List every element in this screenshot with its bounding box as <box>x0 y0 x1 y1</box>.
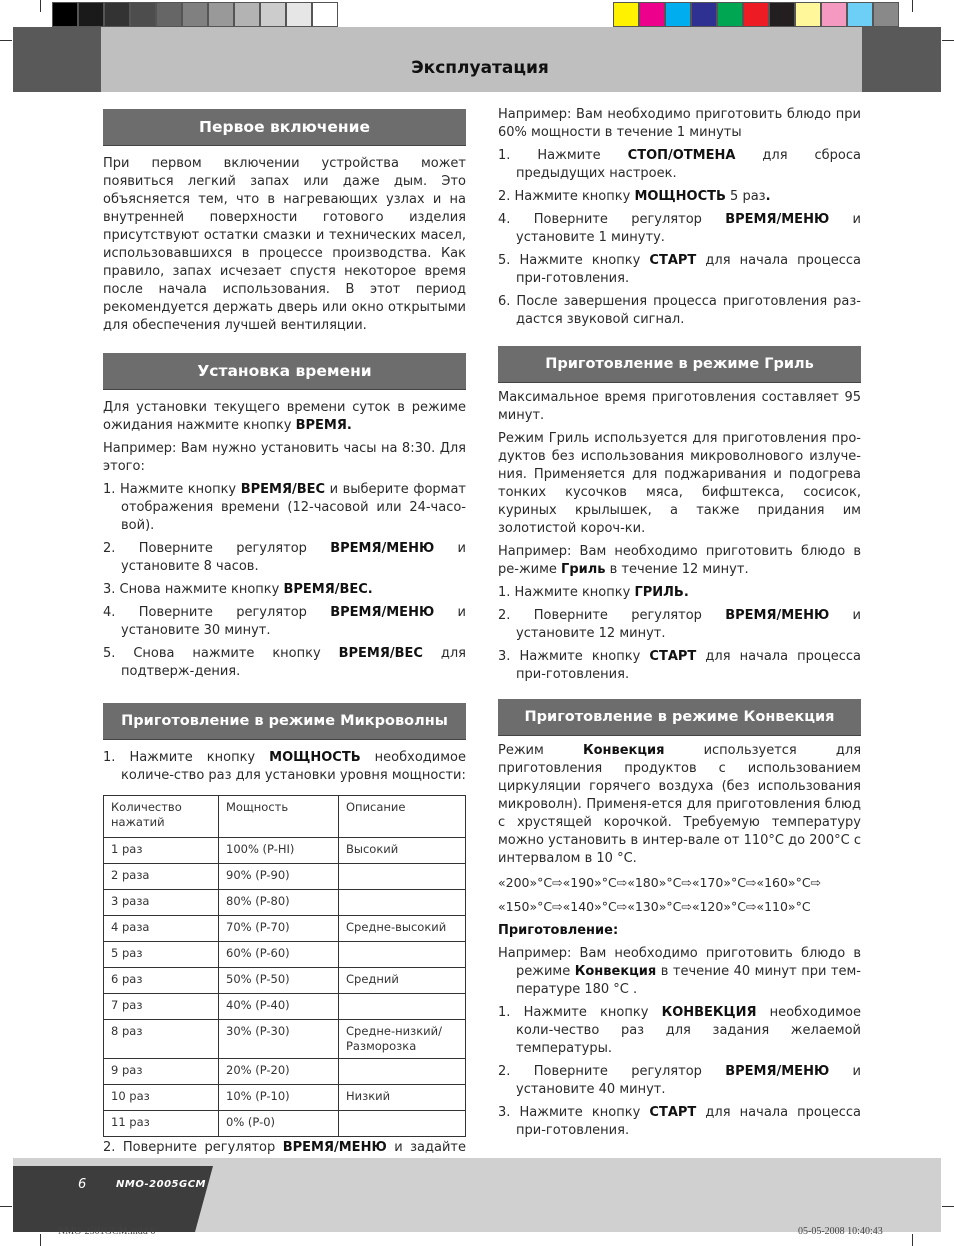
color-swatch <box>821 2 847 27</box>
microwave-example: Например: Вам необходимо приготовить блюдо при 60% мощности в течение 1 минуты <box>498 107 861 140</box>
crop-mark <box>942 1206 954 1207</box>
gray-swatch <box>312 2 338 27</box>
table-row <box>104 942 466 968</box>
temperature-sequence-2: «150»°С⇨«140»°С⇨«130»°С⇨«120»°С⇨«110»°С <box>498 899 811 914</box>
table-row <box>104 994 466 1020</box>
convection-step-1: 1. Нажмите кнопку КОНВЕКЦИЯ необходимое коли-чество раз для задания желаемой температуры. <box>498 1005 861 1056</box>
table-row <box>104 1059 466 1085</box>
table-cell: 70% (P-70) <box>219 916 339 942</box>
table-header-cell: Мощность <box>219 796 339 838</box>
footer-accent <box>13 1166 213 1232</box>
time-intro: Для установки текущего времени суток в режиме ожидания нажмите кнопку ВРЕМЯ. <box>103 400 466 433</box>
gray-swatch <box>130 2 156 27</box>
gray-swatch <box>182 2 208 27</box>
file-name: NMO-2501GCM.indd 6 <box>58 1226 156 1237</box>
grill-step-3: 3. Нажмите кнопку СТАРТ для начала процесса при-готовления. <box>498 649 861 682</box>
crop-mark <box>40 0 41 12</box>
first-use-text: При первом включении устройства может появиться легкий запах или даже дым. Это объясняется тем, что в нагревающих узлах и на внутренней поверхности готового изделия присутствуют остатки смазки и технических масел, использовавшихся в процессе производства. Как правило, запах исчезает спустя некоторое время после начала использования. В этот период рекомендуется держать дверь или окно открытыми для обеспечения лучшей вентиляции. <box>103 156 466 333</box>
table-row <box>104 1020 466 1059</box>
table-row <box>104 1111 466 1137</box>
temperature-sequence-1: «200»°С⇨«190»°С⇨«180»°С⇨«170»°С⇨«160»°С⇨ <box>498 875 822 890</box>
gray-swatch <box>286 2 312 27</box>
table-row <box>104 864 466 890</box>
table-cell: 100% (P-HI) <box>219 838 339 864</box>
table-cell: 11 раз <box>104 1111 219 1137</box>
gray-swatch <box>208 2 234 27</box>
footer-bar <box>13 1158 941 1166</box>
table-cell: 5 раз <box>104 942 219 968</box>
section-heading-first-use: Первое включение <box>103 109 466 146</box>
table-cell: Средний <box>339 968 466 994</box>
time-example: Например: Вам нужно установить часы на 8:30. Для этого: <box>103 441 466 474</box>
table-cell: 9 раз <box>104 1059 219 1085</box>
crop-mark <box>942 40 954 41</box>
crop-mark <box>912 0 913 12</box>
section-heading-time-setting: Установка времени <box>103 353 466 390</box>
table-header-cell: Описание <box>339 796 466 838</box>
right-column <box>498 106 861 1145</box>
page-number: 6 <box>78 1177 87 1192</box>
crop-mark <box>0 1206 12 1207</box>
table-cell: 40% (P-40) <box>219 994 339 1020</box>
table-cell: 50% (P-50) <box>219 968 339 994</box>
table-cell: 60% (P-60) <box>219 942 339 968</box>
grill-example: Например: Вам необходимо приготовить блюдо в ре-жиме Гриль в течение 12 минут. <box>498 544 861 577</box>
table-header-cell: Количество нажатий <box>104 796 219 838</box>
convection-step-3: 3. Нажмите кнопку СТАРТ для начала процесса при-готовления. <box>498 1105 861 1138</box>
table-cell: 0% (P-0) <box>219 1111 339 1137</box>
color-swatch <box>665 2 691 27</box>
header-accent-left <box>13 27 101 92</box>
page-title: Эксплуатация <box>411 58 549 78</box>
table-cell: Высокий <box>339 838 466 864</box>
crop-mark <box>912 1234 913 1246</box>
time-step-4: 4. Поверните регулятор ВРЕМЯ/МЕНЮ и установите 30 минут. <box>103 605 466 638</box>
microwave-example-step-2: 2. Нажмите кнопку МОЩНОСТЬ 5 раз. <box>498 189 771 204</box>
gray-swatch <box>260 2 286 27</box>
table-row <box>104 838 466 864</box>
crop-mark <box>0 40 12 41</box>
color-swatch <box>795 2 821 27</box>
table-row <box>104 1085 466 1111</box>
time-step-5: 5. Снова нажмите кнопку ВРЕМЯ/ВЕС для подтверж-дения. <box>103 646 466 679</box>
table-cell: 3 раза <box>104 890 219 916</box>
convection-example: Например: Вам необходимо приготовить блюдо в режиме Конвекция в течение 40 минут при тем-пературе 180 °С . <box>498 946 861 997</box>
table-row <box>104 890 466 916</box>
microwave-example-step-5: 5. Нажмите кнопку СТАРТ для начала процесса при-готовления. <box>498 253 861 286</box>
grill-description: Режим Гриль используется для приготовления про-дуктов без использования микроволнового излуче-ния. Применяется для поджаривания и подогрева тонких кусочков мяса, бифштекса, сосисок, куриных крылышек, а также придания им золотистой короч-ки. <box>498 431 861 536</box>
power-levels-table <box>103 795 466 1137</box>
table-cell: 1 раз <box>104 838 219 864</box>
gray-swatch <box>234 2 260 27</box>
table-cell: 10 раз <box>104 1085 219 1111</box>
table-header-row <box>104 796 466 838</box>
table-cell: 7 раз <box>104 994 219 1020</box>
grill-step-2: 2. Поверните регулятор ВРЕМЯ/МЕНЮ и установите 12 минут. <box>498 608 861 641</box>
footer-panel <box>195 1166 941 1232</box>
table-cell: 8 раз <box>104 1020 219 1059</box>
time-step-2: 2. Поверните регулятор ВРЕМЯ/МЕНЮ и установите 8 часов. <box>103 541 466 574</box>
left-column <box>103 109 466 1180</box>
convection-step-2: 2. Поверните регулятор ВРЕМЯ/МЕНЮ и установите 40 минут. <box>498 1064 861 1097</box>
table-cell <box>339 864 466 890</box>
table-cell: 10% (P-10) <box>219 1085 339 1111</box>
microwave-example-step-4: 4. Поверните регулятор ВРЕМЯ/МЕНЮ и установите 1 минуту. <box>498 212 861 245</box>
print-date: 05-05-2008 10:40:43 <box>798 1226 883 1237</box>
table-cell: 4 раза <box>104 916 219 942</box>
time-step-3: 3. Снова нажмите кнопку ВРЕМЯ/ВЕС. <box>103 582 373 597</box>
color-swatch <box>691 2 717 27</box>
table-row <box>104 916 466 942</box>
table-cell <box>339 1111 466 1137</box>
gray-swatch <box>78 2 104 27</box>
grill-step-1: 1. Нажмите кнопку ГРИЛЬ. <box>498 585 689 600</box>
table-cell: 2 раза <box>104 864 219 890</box>
color-swatch <box>873 2 899 27</box>
color-swatch <box>769 2 795 27</box>
color-swatch <box>743 2 769 27</box>
table-cell: 20% (P-20) <box>219 1059 339 1085</box>
microwave-step-2: 2. Поверните регулятор ВРЕМЯ/МЕНЮ и задайте <box>103 1140 466 1155</box>
color-swatch <box>639 2 665 27</box>
color-swatch <box>847 2 873 27</box>
table-cell <box>339 1059 466 1085</box>
table-cell: 90% (P-90) <box>219 864 339 890</box>
gray-swatch <box>156 2 182 27</box>
preparation-label: Приготовление: <box>498 923 619 938</box>
microwave-step-1: 1. Нажмите кнопку МОЩНОСТЬ необходимое количе-ство раз для установки уровня мощности: <box>103 750 466 783</box>
table-cell: Средне-низкий/ Разморозка <box>339 1020 466 1059</box>
gray-swatch <box>104 2 130 27</box>
section-heading-grill: Приготовление в режиме Гриль <box>498 346 861 383</box>
section-heading-microwave: Приготовление в режиме Микроволны <box>103 703 466 740</box>
gray-swatch <box>52 2 78 27</box>
convection-description: Режим Конвекция используется для приготовления продуктов с использованием циркуляции горячего воздуха (без использования микроволн). Применя-ется для приготовления блюд с хрустящей корочкой. Требуемую температуру можно установить в интер-вале от 110°С до 200°С с интервалом в 10 °С. <box>498 743 862 866</box>
table-cell <box>339 942 466 968</box>
microwave-example-step-1: 1. Нажмите СТОП/ОТМЕНА для сброса предыдущих настроек. <box>498 148 861 181</box>
microwave-example-step-6: 6. После завершения процесса приготовления раз-дастся звуковой сигнал. <box>498 294 861 327</box>
section-heading-convection: Приготовление в режиме Конвекция <box>498 699 861 736</box>
table-cell: 30% (P-30) <box>219 1020 339 1059</box>
table-cell <box>339 890 466 916</box>
header-accent-right <box>862 27 941 92</box>
table-row <box>104 968 466 994</box>
color-swatch <box>613 2 639 27</box>
table-cell: Средне-высокий <box>339 916 466 942</box>
model-name: NMO-2005GCM <box>116 1179 206 1190</box>
table-cell: 80% (P-80) <box>219 890 339 916</box>
time-step-1: 1. Нажмите кнопку ВРЕМЯ/ВЕС и выберите формат отображения времени (12-часовой или 24-часо-вой). <box>103 482 466 533</box>
table-cell: Низкий <box>339 1085 466 1111</box>
grill-max-time: Максимальное время приготовления составляет 95 минут. <box>498 390 861 423</box>
color-swatch <box>717 2 743 27</box>
table-cell <box>339 994 466 1020</box>
table-cell: 6 раз <box>104 968 219 994</box>
crop-mark <box>40 1234 41 1246</box>
